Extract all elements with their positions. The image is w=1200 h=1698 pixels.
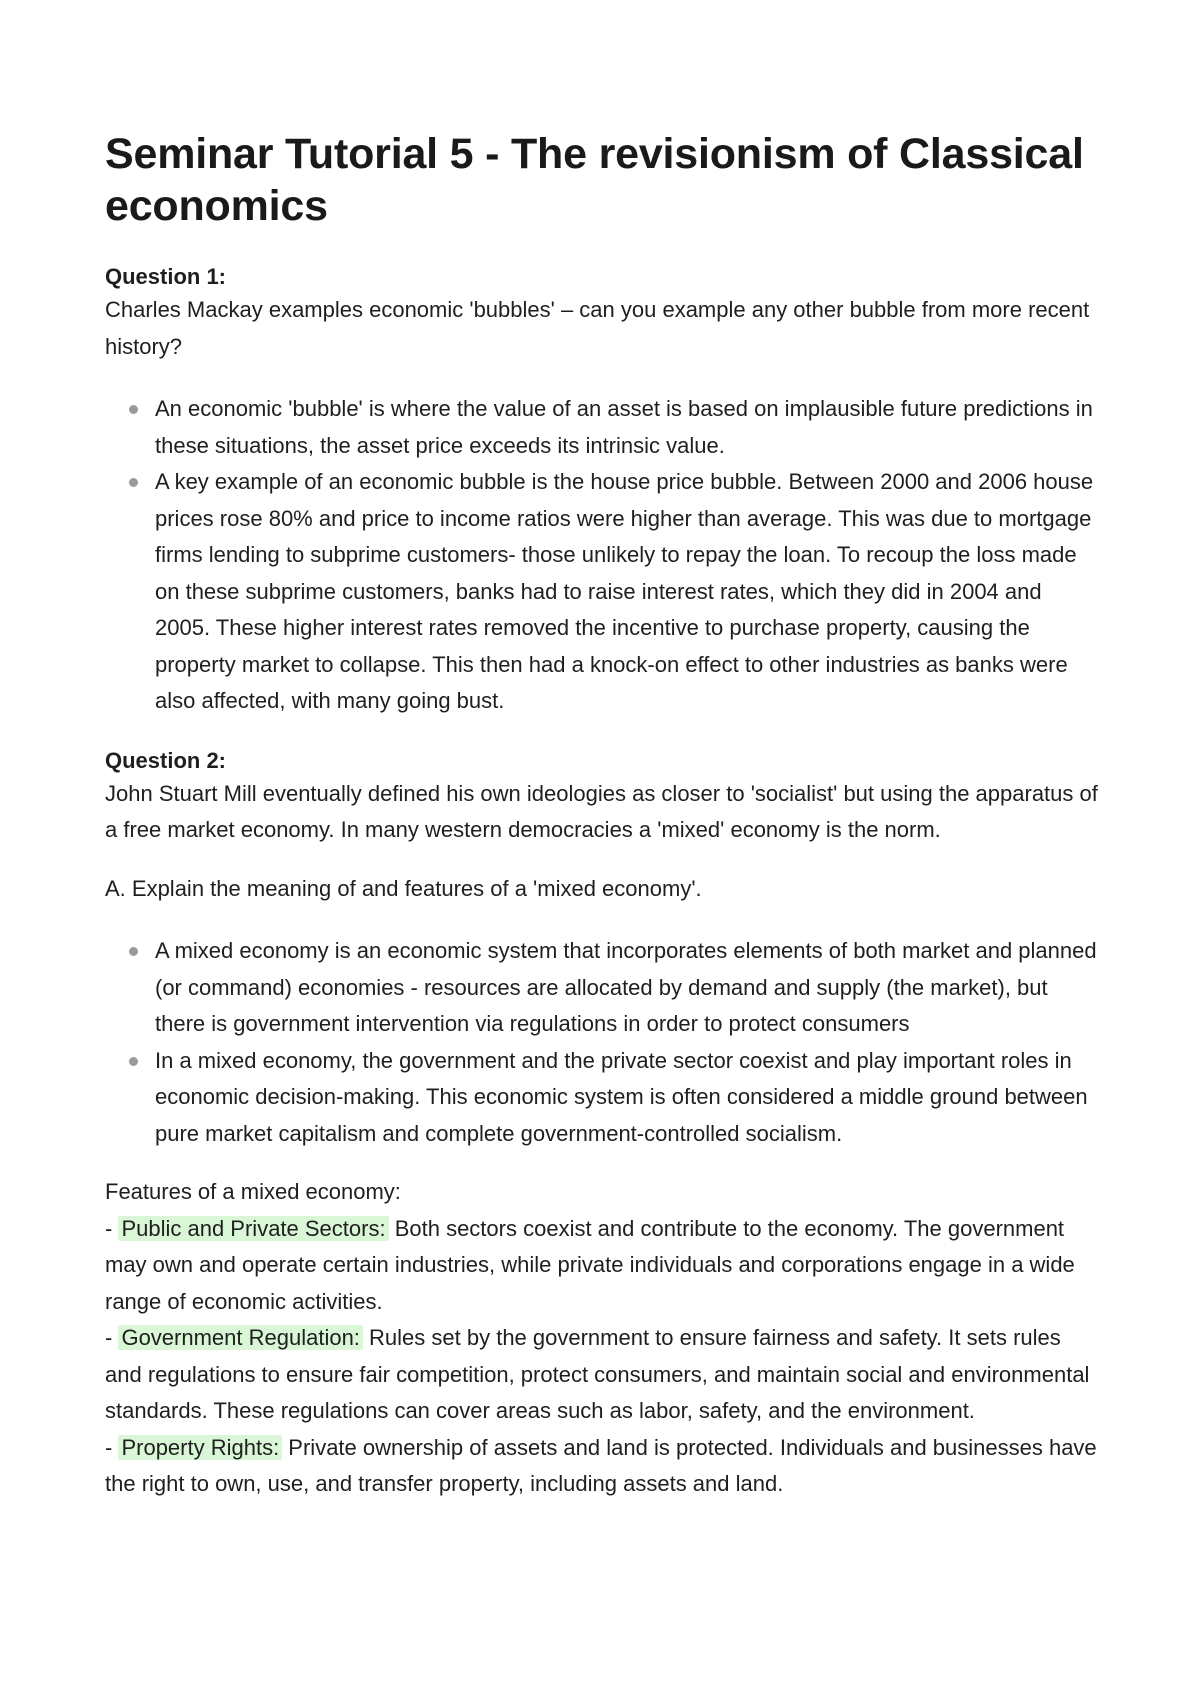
bullet-icon (129, 1057, 138, 1066)
feature-term-highlight: Government Regulation: (118, 1325, 362, 1350)
feature-item-government-regulation: - Government Regulation: Rules set by the government to ensure fairness and safety. It sets rules and regulations to ensure fair competition, protect consumers, and maintain social and environmental standards. These regulations can cover areas such as labor, safety, and the environment. (105, 1325, 1090, 1423)
page-title: Seminar Tutorial 5 - The revisionism of Classical economics (105, 130, 1084, 230)
bullet-icon (129, 478, 138, 487)
question-1-answer-list (105, 391, 1100, 720)
question-2-label: Question 2: (105, 747, 227, 773)
feature-term-highlight: Public and Private Sectors: (118, 1216, 388, 1241)
list-item: A mixed economy is an economic system that incorporates elements of both market and planned (or command) economies - resources are allocated by demand and supply (the market), but there is government intervention via regulations in order to protect consumers (105, 933, 1100, 1043)
question-2-answer-list (105, 933, 1100, 1152)
question-2-part-a: A. Explain the meaning of and features of a 'mixed economy'. (105, 875, 702, 901)
features-heading: Features of a mixed economy: (105, 1179, 401, 1204)
feature-item-public-private: - Public and Private Sectors: Both sectors coexist and contribute to the economy. The government may own and operate certain industries, while private individuals and corporations engage in a wide range of economic activities. (105, 1215, 1075, 1314)
feature-item-property-rights: - Property Rights: Private ownership of assets and land is protected. Individuals and businesses have the right to own, use, and transfer property, including assets and land. (105, 1434, 1097, 1496)
list-item: An economic 'bubble' is where the value of an asset is based on implausible future predictions in these situations, the asset price exceeds its intrinsic value. (105, 391, 1100, 464)
bullet-icon (129, 405, 138, 414)
feature-term-highlight: Property Rights: (118, 1435, 282, 1460)
question-1-label: Question 1: (105, 264, 227, 289)
list-item: In a mixed economy, the government and the private sector coexist and play important roles in economic decision-making. This economic system is often considered a middle ground between pure market capitalism and complete government-controlled socialism. (105, 1043, 1100, 1153)
list-item: A key example of an economic bubble is the house price bubble. Between 2000 and 2006 house prices rose 80% and price to income ratios were higher than average. This was due to mortgage firms lending to subprime customers- those unlikely to repay the loan. To recoup the loss made on these subprime customers, banks had to raise interest rates, which they did in 2004 and 2005. These higher interest rates removed the incentive to purchase property, causing the property market to collapse. This then had a knock-on effect to other industries as banks were also affected, with many going bust. (105, 464, 1100, 720)
question-2-prompt: John Stuart Mill eventually defined his own ideologies as closer to 'socialist' but using the apparatus of a free market economy. In many western democracies a 'mixed' economy is the norm. (105, 780, 1098, 842)
question-1-prompt: Charles Mackay examples economic 'bubbles' – can you example any other bubble from more recent history? (105, 297, 1090, 359)
bullet-icon (129, 947, 138, 956)
